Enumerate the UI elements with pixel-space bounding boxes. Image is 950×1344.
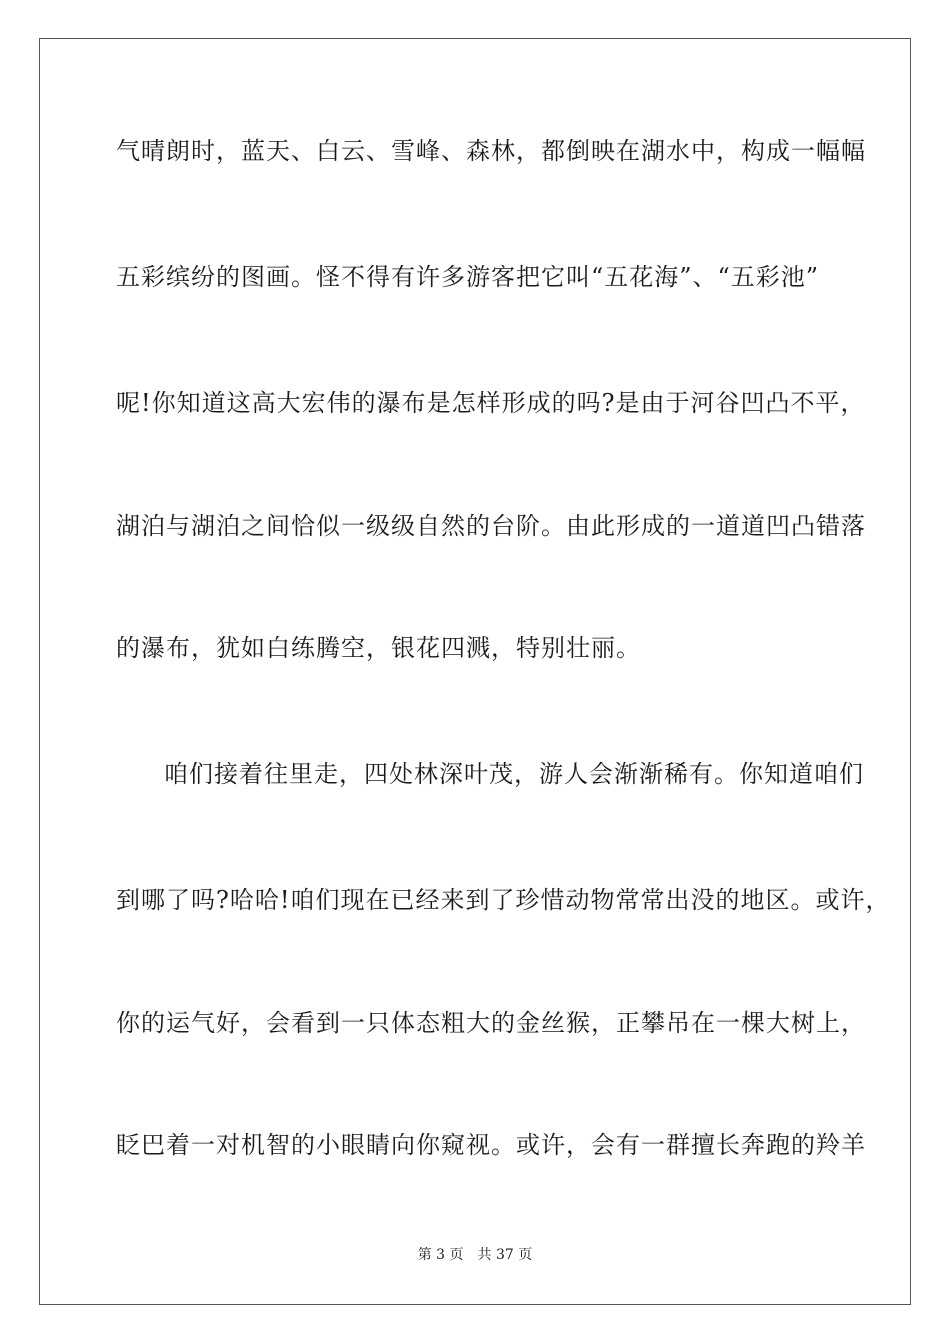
text-line-5: 的瀑布，犹如白练腾空，银花四溅，特别壮丽。 xyxy=(116,634,641,662)
text-line-3: 呢!你知道这高大宏伟的瀑布是怎样形成的吗?是由于河谷凹凸不平， xyxy=(116,389,866,417)
page-border xyxy=(39,38,911,1305)
text-line-7: 到哪了吗?哈哈!咱们现在已经来到了珍惜动物常常出没的地区。或许， xyxy=(116,886,891,914)
text-line-9: 眨巴着一对机智的小眼睛向你窥视。或许，会有一群擅长奔跑的羚羊 xyxy=(116,1131,866,1159)
text-line-6: 咱们接着往里走，四处林深叶茂，游人会渐渐稀有。你知道咱们 xyxy=(164,760,864,788)
page-number-footer: 第 3 页 共 37 页 xyxy=(417,1247,533,1263)
text-line-2: 五彩缤纷的图画。怪不得有许多游客把它叫“五花海”、“五彩池” xyxy=(116,263,820,291)
text-line-4: 湖泊与湖泊之间恰似一级级自然的台阶。由此形成的一道道凹凸错落 xyxy=(116,512,866,540)
text-line-8: 你的运气好，会看到一只体态粗大的金丝猴，正攀吊在一棵大树上， xyxy=(116,1009,866,1037)
text-line-1: 气晴朗时，蓝天、白云、雪峰、森林，都倒映在湖水中，构成一幅幅 xyxy=(116,137,866,165)
